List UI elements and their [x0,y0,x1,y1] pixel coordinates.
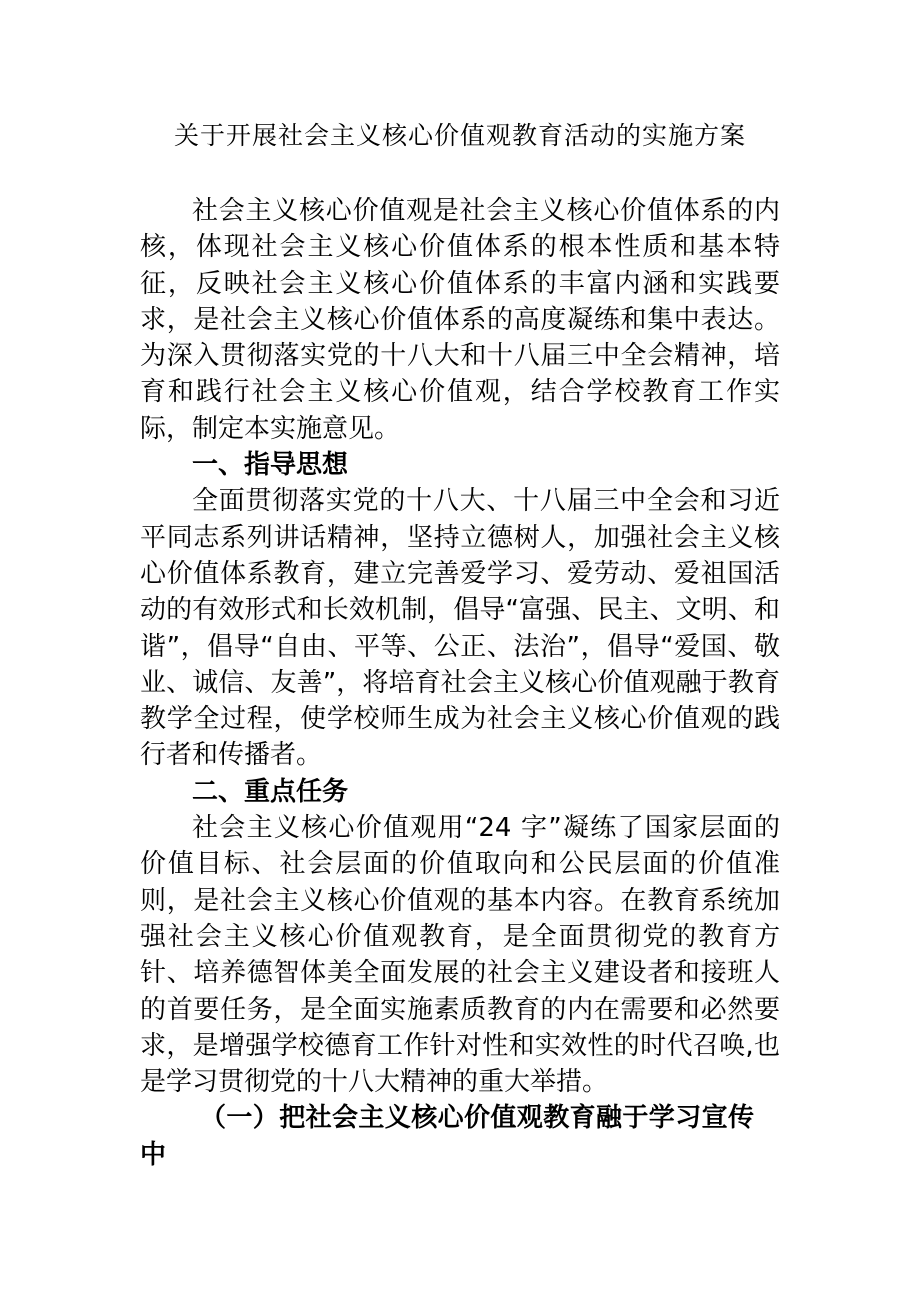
document-body [140,193,780,1173]
intro-paragraph: 社会主义核心价值观是社会主义核心价值体系的内核，体现社会主义核心价值体系的根本性质和基本特征，反映社会主义核心价值体系的丰富内涵和实践要求，是社会主义核心价值体系的高度凝练和集中表达。为深入贯彻落实党的十八大和十八届三中全会精神，培育和践行社会主义核心价值观，结合学校教育工作实际，制定本实施意见。 [140,196,780,444]
document-title: 关于开展社会主义核心价值观教育活动的实施方案 [173,121,746,150]
section-paragraph-key-tasks: 社会主义核心价值观用“24 字”凝练了国家层面的价值目标、社会层面的价值取向和公民层面的价值准则，是社会主义核心价值观的基本内容。在教育系统加强社会主义核心价值观教育，是全面贯彻党的教育方针、培养德智体美全面发展的社会主义建设者和接班人的首要任务，是全面实施素质教育的内在需要和必然要求，是增强学校德育工作针对性和实效性的时代召唤,也是学习贯彻党的十八大精神的重大举措。 [140,813,780,1098]
subsection-heading-learning-promotion: （一）把社会主义核心价值观教育融于学习宣传中 [140,1103,755,1170]
section-paragraph-guiding-thought: 全面贯彻落实党的十八大、十八届三中全会和习近平同志系列讲话精神，坚持立德树人，加强社会主义核心价值体系教育，建立完善爱学习、爱劳动、爱祖国活动的有效形式和长效机制，倡导“富强、民主、文明、和谐”，倡导“自由、平等、公正、法治”，倡导“爱国、敬业、诚信、友善”，将培育社会主义核心价值观融于教育教学全过程，使学校师生成为社会主义核心价值观的践行者和传播者。 [140,486,780,771]
section-heading-guiding-thought: 一、指导思想 [192,450,349,481]
section-heading-key-tasks: 二、重点任务 [192,776,349,807]
